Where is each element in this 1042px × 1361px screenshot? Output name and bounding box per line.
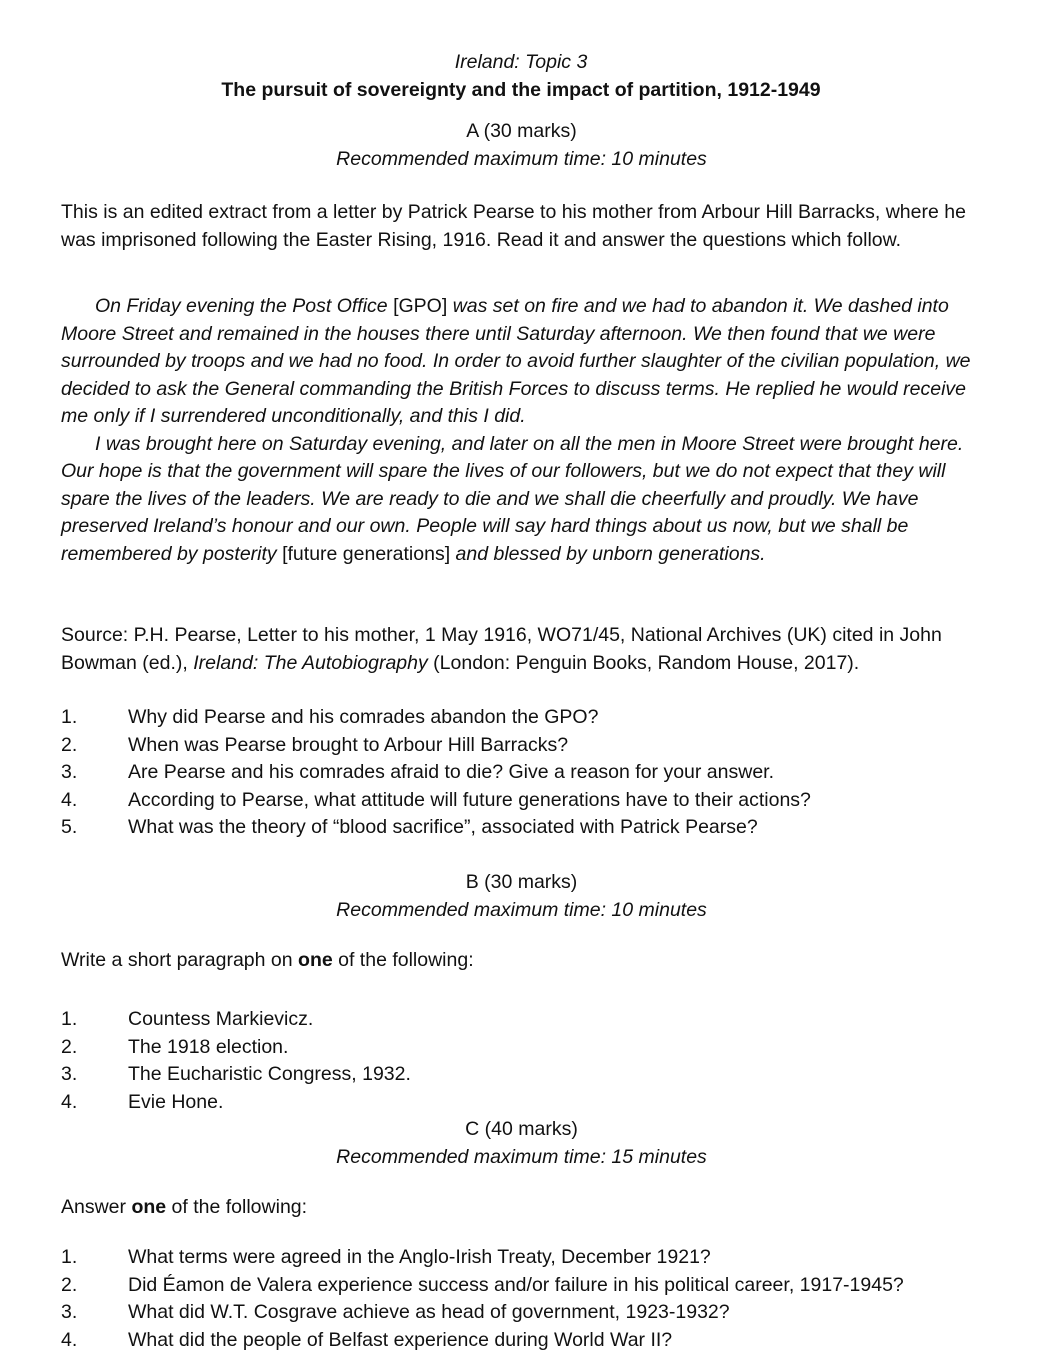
letter-extract xyxy=(61,293,982,568)
item-number: 3. xyxy=(61,1063,78,1085)
item-text: The 1918 election. xyxy=(128,1035,289,1058)
item-text: Evie Hone. xyxy=(128,1090,224,1113)
list-item xyxy=(61,1034,982,1062)
item-number: 3. xyxy=(61,1301,78,1323)
list-item xyxy=(61,814,982,842)
item-text: Are Pearse and his comrades afraid to die? Give a reason for your answer. xyxy=(128,761,775,783)
page-title: The pursuit of sovereignty and the impact of partition, 1912-1949 xyxy=(221,79,821,101)
instruction-emphasis: one xyxy=(298,949,333,971)
item-text: Did Éamon de Valera experience success and/or failure in his political career, 1917-1945? xyxy=(128,1273,904,1296)
section-c-instructions xyxy=(61,1194,982,1222)
extract-text: was set on fire and we had to abandon it. We dashed into Moore Street and remained in the houses there until Saturday afternoon. We then found that we were surrounded by troops and we had no food. In order to avoid further slaughter of the civilian population, we decided to ask the General commanding the British Forces to discuss terms. He replied he would receive me only if I surrendered unconditionally, and this I did. xyxy=(61,295,971,427)
list-item xyxy=(61,1272,982,1300)
list-item xyxy=(61,1089,982,1117)
extract-text: I was brought here on Saturday evening, and later on all the men in Moore Street were brought here. Our hope is that the government will spare the lives of our followers, but we do not expect that they will spare the lives of the leaders. We are ready to die and we shall die cheerfully and proudly. We have preserved Ireland’s honour and our own. People will say hard things about us now, but we shall be remembered by posterity xyxy=(61,432,964,565)
item-text: The Eucharistic Congress, 1932. xyxy=(128,1063,411,1085)
item-text: What terms were agreed in the Anglo-Irish Treaty, December 1921? xyxy=(128,1246,711,1268)
section-b-time: Recommended maximum time: 10 minutes xyxy=(336,898,707,921)
section-c-time: Recommended maximum time: 15 minutes xyxy=(336,1145,707,1168)
list-item xyxy=(61,1327,982,1355)
section-b-header xyxy=(61,869,982,924)
instruction-text: of the following: xyxy=(171,1196,308,1218)
item-number: 1. xyxy=(61,1246,78,1268)
instruction-emphasis: one xyxy=(131,1196,167,1218)
section-a-header xyxy=(61,118,982,173)
item-number: 2. xyxy=(61,1035,78,1058)
list-item xyxy=(61,1061,982,1089)
item-text: When was Pearse brought to Arbour Hill Barracks? xyxy=(128,733,569,756)
item-number: 2. xyxy=(61,1273,78,1296)
section-a-heading: A (30 marks) xyxy=(466,120,577,142)
section-b-items xyxy=(61,1006,982,1116)
list-item xyxy=(61,1244,982,1272)
list-item xyxy=(61,704,982,732)
topic-label: Ireland: Topic 3 xyxy=(454,51,588,73)
item-number: 2. xyxy=(61,733,78,756)
list-item xyxy=(61,1006,982,1034)
item-number: 4. xyxy=(61,1090,78,1113)
item-number: 1. xyxy=(61,706,78,728)
list-item xyxy=(61,759,982,787)
instruction-text: Answer xyxy=(61,1196,127,1218)
item-number: 5. xyxy=(61,816,78,838)
source-citation xyxy=(61,622,982,677)
section-b-instructions xyxy=(61,947,982,975)
section-a-questions xyxy=(61,704,982,842)
item-number: 1. xyxy=(61,1008,78,1030)
list-item xyxy=(61,787,982,815)
item-text: What did W.T. Cosgrave achieve as head of government, 1923-1932? xyxy=(128,1301,730,1323)
item-number: 4. xyxy=(61,788,78,811)
item-text: According to Pearse, what attitude will future generations have to their actions? xyxy=(128,788,811,811)
extract-paragraph-1 xyxy=(61,293,982,431)
item-number: 4. xyxy=(61,1328,78,1351)
source-text: Source: P.H. Pearse, Letter to his mother, 1 May 1916, WO71/45, National Archives (UK) cited in John Bowman (ed.), xyxy=(61,624,942,674)
instruction-text: of the following: xyxy=(338,949,474,971)
source-publisher: (London: Penguin Books, Random House, 2017). xyxy=(433,651,860,674)
instruction-text: Write a short paragraph on xyxy=(61,949,293,971)
list-item xyxy=(61,1299,982,1327)
extract-paragraph-2 xyxy=(61,431,982,569)
source-book-title: Ireland: The Autobiography xyxy=(193,651,428,674)
editorial-note: [GPO] xyxy=(393,295,448,317)
item-number: 3. xyxy=(61,761,78,783)
section-a-intro: This is an edited extract from a letter by Patrick Pearse to his mother from Arbour Hill Barracks, where he was imprisoned following the Easter Rising, 1916. Read it and answer the questions which follow. xyxy=(61,201,966,251)
item-text: What was the theory of “blood sacrifice”, associated with Patrick Pearse? xyxy=(128,816,758,838)
item-text: Countess Markievicz. xyxy=(128,1008,314,1030)
list-item xyxy=(61,732,982,760)
section-c-header xyxy=(61,1116,982,1171)
item-text: What did the people of Belfast experience during World War II? xyxy=(128,1328,673,1351)
extract-text: On Friday evening the Post Office xyxy=(95,295,388,317)
editorial-note: [future generations] xyxy=(282,542,451,565)
section-b-heading: B (30 marks) xyxy=(465,871,578,893)
extract-text: and blessed by unborn generations. xyxy=(455,542,766,565)
section-c-items xyxy=(61,1244,982,1354)
section-c-heading: C (40 marks) xyxy=(465,1118,578,1140)
item-text: Why did Pearse and his comrades abandon the GPO? xyxy=(128,706,599,728)
section-a-time: Recommended maximum time: 10 minutes xyxy=(336,147,707,170)
